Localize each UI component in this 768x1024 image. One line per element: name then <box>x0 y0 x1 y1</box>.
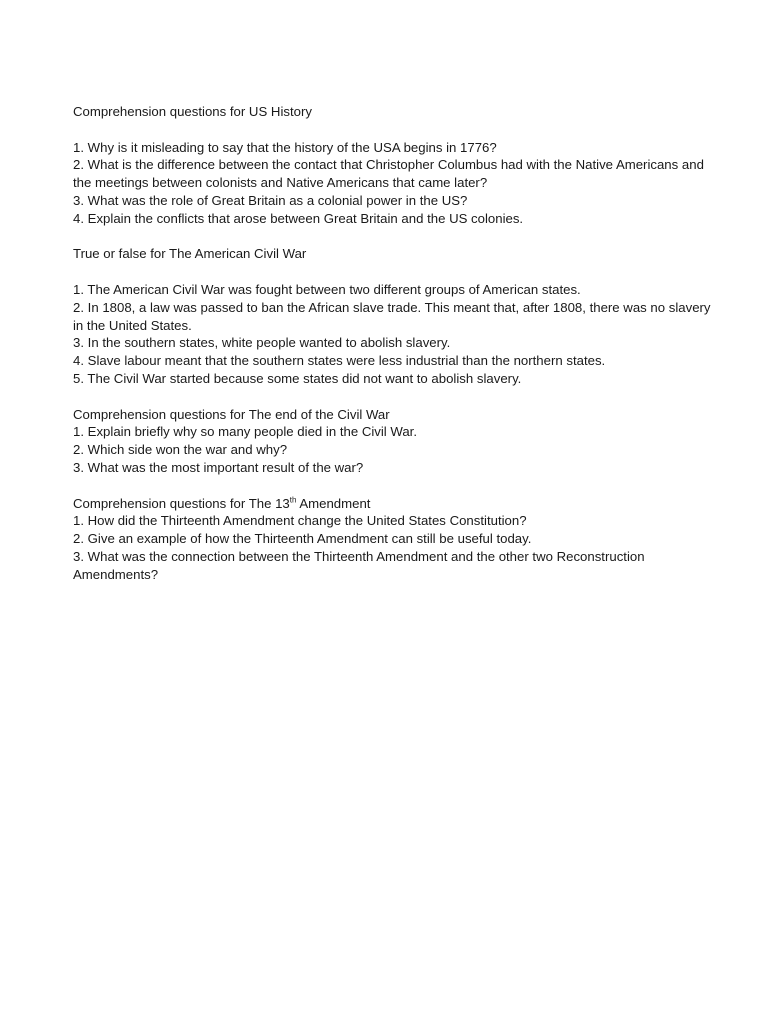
section-heading: True or false for The American Civil War <box>73 246 307 262</box>
question-item: 1. Why is it misleading to say that the history of the USA begins in 1776? <box>73 139 497 155</box>
section-civil-war <box>73 245 713 387</box>
heading-prefix: Comprehension questions for The 13 <box>73 495 290 511</box>
question-item: 2. Give an example of how the Thirteenth Amendment can still be useful today. <box>73 531 532 547</box>
section-heading: Comprehension questions for US History <box>73 104 312 119</box>
section-us-history <box>73 103 713 228</box>
section-heading <box>73 495 713 513</box>
statement-item: 3. In the southern states, white people wanted to abolish slavery. <box>73 335 451 351</box>
statement-item: 1. The American Civil War was fought between two different groups of American states. <box>73 281 581 297</box>
question-item: 2. What is the difference between the contact that Christopher Columbus had with the Native Americans and the meetings between colonists and Native Americans that came later? <box>73 157 704 191</box>
document-page <box>73 103 713 584</box>
section-13th-amendment <box>73 495 713 584</box>
heading-suffix: Amendment <box>296 495 371 511</box>
question-item: 3. What was the role of Great Britain as a colonial power in the US? <box>73 192 468 208</box>
question-item: 3. What was the connection between the Thirteenth Amendment and the other two Reconstruction Amendments? <box>73 548 645 582</box>
heading-superscript: th <box>289 495 297 505</box>
question-item: 1. Explain briefly why so many people died in the Civil War. <box>73 424 418 440</box>
question-item: 4. Explain the conflicts that arose between Great Britain and the US colonies. <box>73 210 524 226</box>
question-item: 2. Which side won the war and why? <box>73 442 288 458</box>
statement-item: 4. Slave labour meant that the southern states were less industrial than the northern states. <box>73 353 606 369</box>
section-end-of-civil-war <box>73 406 713 477</box>
statement-item: 5. The Civil War started because some states did not want to abolish slavery. <box>73 370 522 386</box>
statement-item: 2. In 1808, a law was passed to ban the African slave trade. This meant that, after 1808, there was no slavery in the United States. <box>73 299 711 333</box>
section-heading: Comprehension questions for The end of the Civil War <box>73 406 390 422</box>
question-item: 3. What was the most important result of the war? <box>73 459 364 475</box>
question-item: 1. How did the Thirteenth Amendment change the United States Constitution? <box>73 513 527 529</box>
